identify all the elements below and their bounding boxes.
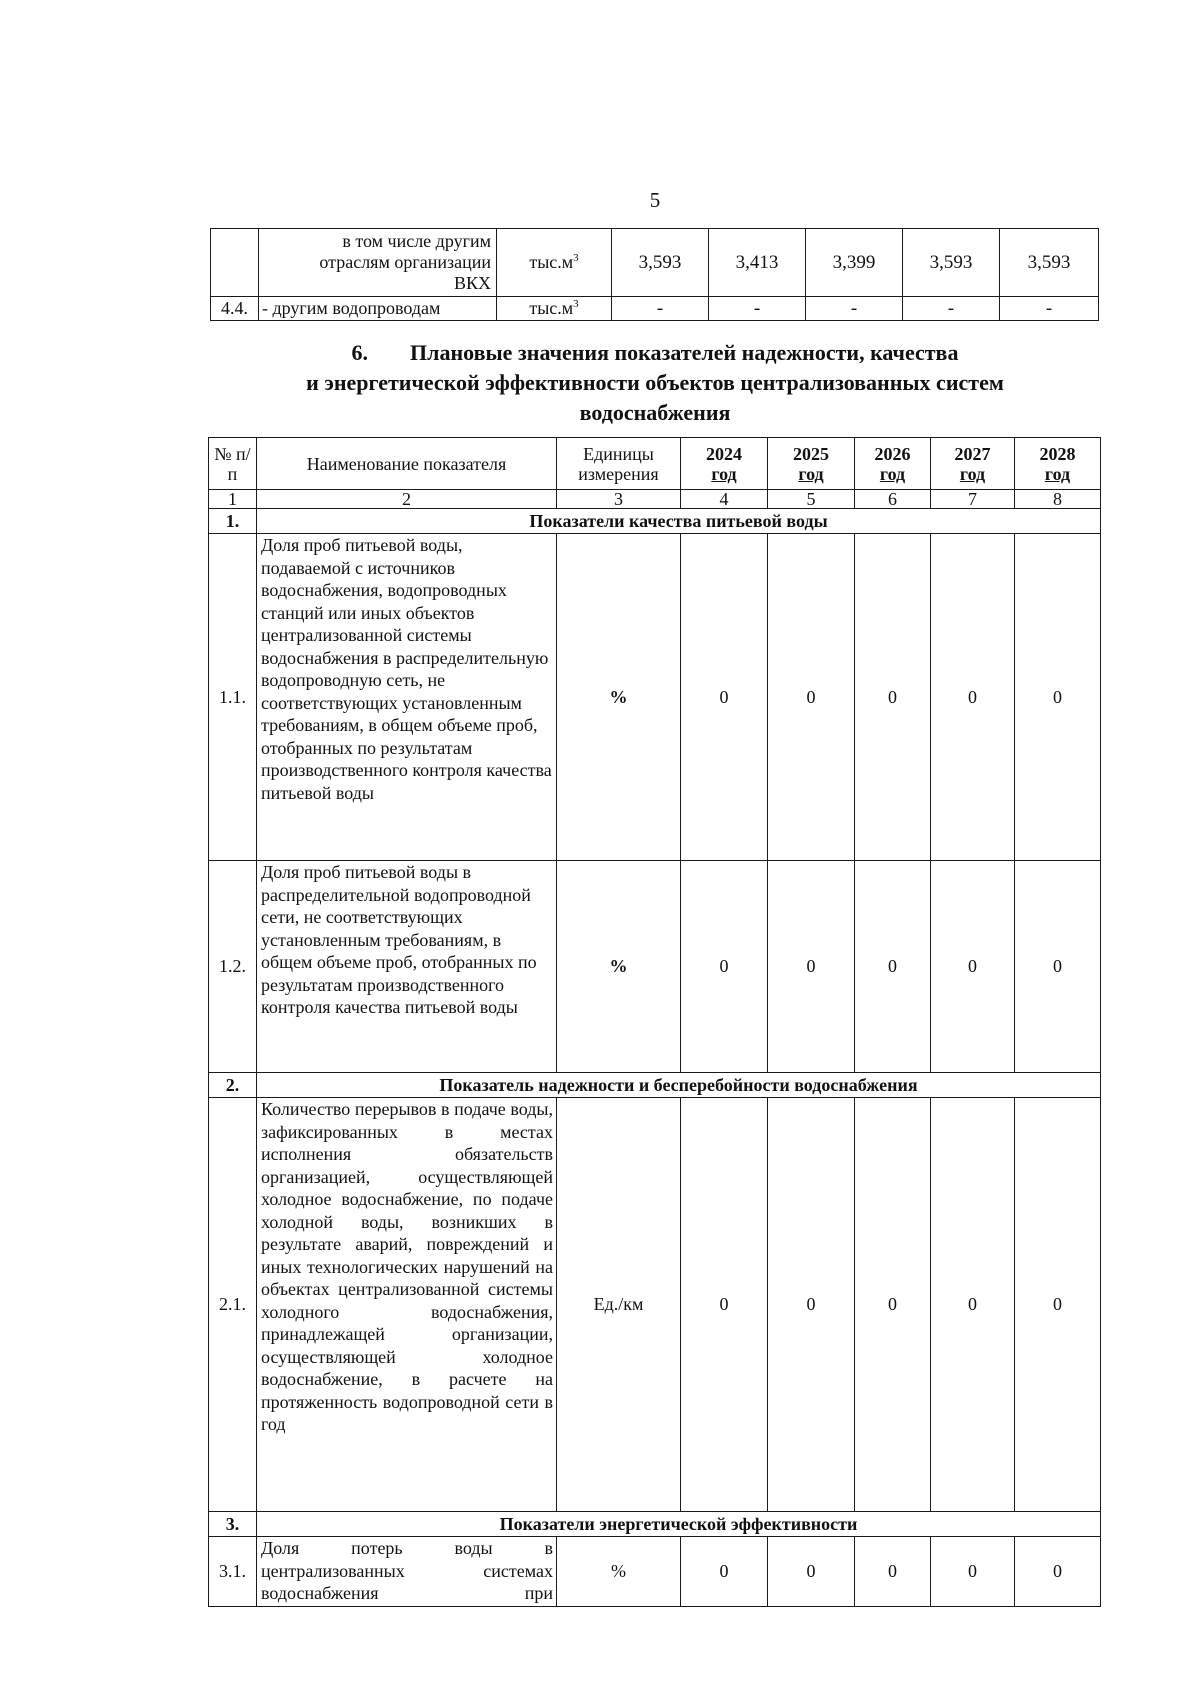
year-suffix: год [879,463,906,484]
year-label: 2024 [706,443,742,464]
table-row [209,534,1101,861]
indicator-unit: % [557,861,681,1073]
value-cell: 0 [931,534,1015,861]
value-cell: - [612,297,709,321]
value-cell: 0 [768,861,855,1073]
header-unit: Единицы измерения [557,438,681,490]
value-cell: - [709,297,806,321]
header-year [931,438,1015,490]
value-cell: 0 [681,1098,768,1512]
value-cell: 0 [768,1098,855,1512]
value-cell: 3,399 [806,229,903,297]
column-number: 4 [681,490,768,509]
section-title-line: и энергетической эффективности объектов централизованных систем [306,370,1004,395]
row-unit [497,229,612,297]
indicator-name: Доля проб питьевой воды в распределительной водопроводной сети, не соответствующих установленным требованиям, в общем объеме проб, отобранных по результатам производственного контроля качества питьевой воды [257,861,557,1073]
header-year [768,438,855,490]
value-cell: 3,593 [903,229,1000,297]
value-cell: 3,593 [1000,229,1099,297]
value-cell: 0 [1015,1537,1101,1607]
year-suffix: год [1044,463,1071,484]
value-cell: - [1000,297,1099,321]
value-cell: 0 [768,534,855,861]
row-name: - другим водопроводам [259,297,497,321]
header-year [681,438,768,490]
value-cell: 0 [855,861,931,1073]
row-unit [497,297,612,321]
section-number: 6. [351,340,369,365]
value-cell: 0 [768,1537,855,1607]
year-suffix: год [798,463,824,484]
header-name: Наименование показателя [257,438,557,490]
column-number: 2 [257,490,557,509]
group-header-row [209,509,1101,534]
row-number: 2.1. [209,1098,257,1512]
header-year [1015,438,1101,490]
value-cell: 0 [855,1537,931,1607]
group-number: 2. [209,1073,257,1098]
value-cell: 0 [931,861,1015,1073]
value-cell: 3,593 [612,229,709,297]
unit-superscript: 3 [573,252,579,264]
row-number: 1.1. [209,534,257,861]
table-row [211,297,1099,321]
value-cell: 3,413 [709,229,806,297]
row-name-line: в том числе другим [342,231,491,251]
row-name-line: ВКХ [453,273,491,293]
value-cell: 0 [931,1537,1015,1607]
value-cell: 0 [1015,861,1101,1073]
group-title: Показатели качества питьевой воды [257,509,1101,534]
indicator-name: Доля потерь воды в централизованных системах водоснабжения при [257,1537,557,1607]
value-cell: 0 [681,534,768,861]
value-cell: 0 [681,1537,768,1607]
row-name-line: отраслям организации [319,252,491,272]
value-cell: 0 [855,534,931,861]
unit-text: тыс.м [529,252,574,272]
group-header-row [209,1073,1101,1098]
indicator-unit: % [557,534,681,861]
year-suffix: год [959,463,986,484]
unit-superscript: 3 [573,298,579,310]
group-number: 3. [209,1512,257,1537]
header-year [855,438,931,490]
unit-text: тыс.м [529,298,574,318]
row-number: 1.2. [209,861,257,1073]
year-suffix: год [711,463,737,484]
page-number: 5 [649,188,661,212]
section-title-line: Плановые значения показателей надежности, качества [410,340,959,365]
row-name [259,229,497,297]
section-heading [200,338,1110,428]
column-number: 1 [209,490,257,509]
value-cell: 0 [1015,534,1101,861]
value-cell: - [903,297,1000,321]
group-title: Показатель надежности и бесперебойности водоснабжения [257,1073,1101,1098]
year-label: 2026 [874,443,911,464]
column-number: 5 [768,490,855,509]
header-num: № п/п [209,438,257,490]
year-label: 2028 [1039,443,1076,464]
row-number: 3.1. [209,1537,257,1607]
row-index: 4.4. [211,297,259,321]
column-number-row [209,490,1101,509]
group-title: Показатели энергетической эффективности [257,1512,1101,1537]
section-title-line: водоснабжения [579,400,731,425]
table-row [209,1537,1101,1607]
year-label: 2025 [793,443,829,464]
indicators-table [208,437,1101,1607]
group-number: 1. [209,509,257,534]
column-number: 8 [1015,490,1101,509]
table-row [209,861,1101,1073]
value-cell: 0 [855,1098,931,1512]
group-header-row [209,1512,1101,1537]
indicator-name: Количество перерывов в подаче воды, зафиксированных в местах исполнения обязательств организацией, осуществляющей холодное водоснабжение, по подаче холодной воды, возникших в результате аварий, повреждений и иных технологических нарушений на объектах централизованной системы холодного водоснабжения, принадлежащей организации, осуществляющей холодное водоснабжение, в расчете на протяженность водопроводной сети в год [257,1098,557,1512]
row-index [211,229,259,297]
value-cell: 0 [931,1098,1015,1512]
indicator-unit: % [557,1537,681,1607]
table-row [209,1098,1101,1512]
table-row [211,229,1099,297]
year-label: 2027 [954,443,991,464]
column-number: 3 [557,490,681,509]
column-number: 7 [931,490,1015,509]
column-number: 6 [855,490,931,509]
value-cell: 0 [1015,1098,1101,1512]
indicator-unit: Ед./км [557,1098,681,1512]
water-volume-table [210,228,1099,321]
value-cell: 0 [681,861,768,1073]
table-header-row [209,438,1101,490]
indicator-name: Доля проб питьевой воды, подаваемой с источников водоснабжения, водопроводных станций или иных объектов централизованной системы водоснабжения в распределительную водопроводную сеть, не соответствующих установленным требованиям, в общем объеме проб, отобранных по результатам производственного контроля качества питьевой воды [257,534,557,861]
value-cell: - [806,297,903,321]
